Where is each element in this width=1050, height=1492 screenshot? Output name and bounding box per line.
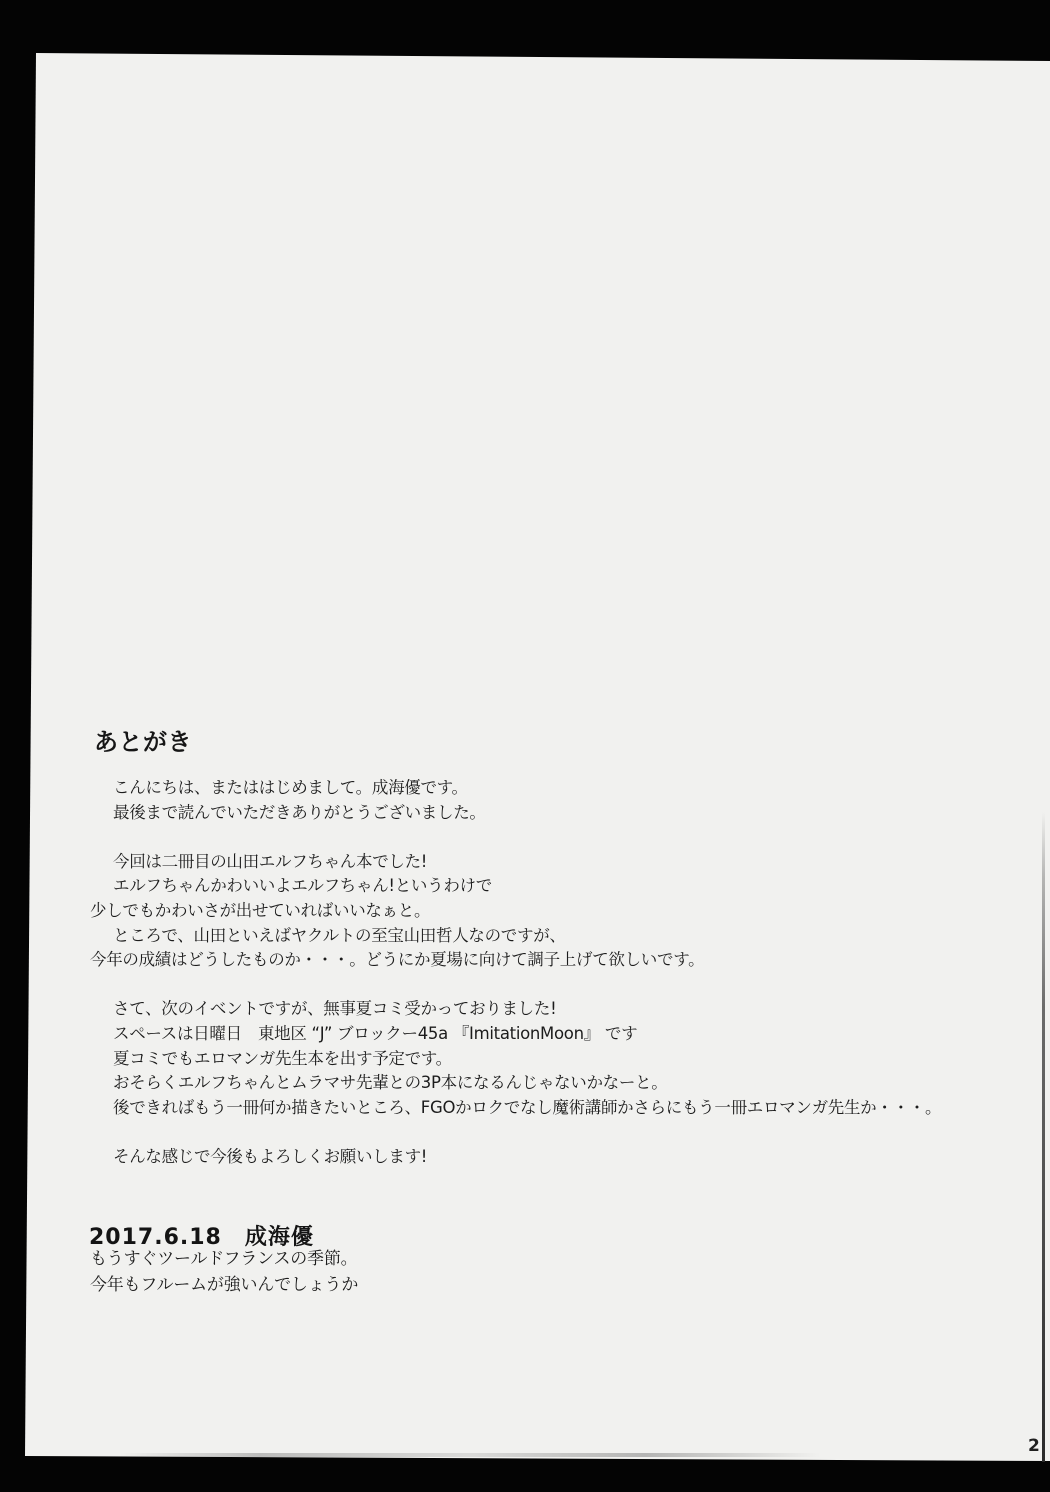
body-line xyxy=(90,1120,941,1145)
body-line: 夏コミでもエロマンガ先生本を出す予定です。 xyxy=(113,1048,452,1068)
body-line: こんにちは、またははじめまして。成海優です。 xyxy=(113,778,468,797)
date-signature: 2017.6.18 成海優 xyxy=(89,1225,314,1250)
body-line: 今回は二冊目の山田エルフちゃん本でした! xyxy=(113,851,428,871)
body-line: スペースは日曜日 東地区 “J” ブロックー45a 『ImitationMoon』 です xyxy=(113,1023,638,1043)
page-number: 2 xyxy=(1028,1436,1040,1456)
body-line: 後できればもう一冊何か描きたいところ、FGOかロクでなし魔術講師かさらにもう一冊エロマンガ先生か・・・。 xyxy=(113,1097,942,1117)
body-line: ところで、山田といえばヤクルトの至宝山田哲人なのですが、 xyxy=(113,925,566,945)
body-line: 最後まで読んでいただきありがとうございました。 xyxy=(113,802,486,822)
body-line: 今年の成績はどうしたものか・・・。どうにか夏場に向けて調子上げて欲しいです。 xyxy=(90,950,705,970)
scan-edge-line xyxy=(1042,812,1045,1462)
body-line: エルフちゃんかわいいよエルフちゃん!というわけで xyxy=(113,876,492,896)
body-line: 少しでもかわいさが出せていればいいなぁと。 xyxy=(90,900,431,920)
body-line xyxy=(90,825,941,850)
postscript-line: 今年もフルームが強いんでしょうか xyxy=(90,1275,359,1295)
scan-smudge xyxy=(120,1453,820,1457)
body-line: おそらくエルフちゃんとムラマサ先輩との3P本になるんじゃないかなーと。 xyxy=(113,1073,668,1093)
postscript-line: もうすぐツールドフランスの季節。 xyxy=(90,1249,358,1269)
postscript xyxy=(90,1246,358,1298)
body-line xyxy=(90,973,941,998)
afterword-heading: あとがき xyxy=(94,728,192,756)
body-line: そんな感じで今後もよろしくお願いします! xyxy=(113,1146,428,1166)
afterword-body xyxy=(90,776,941,1170)
body-line: さて、次のイベントですが、無事夏コミ受かっておりました! xyxy=(113,999,557,1019)
